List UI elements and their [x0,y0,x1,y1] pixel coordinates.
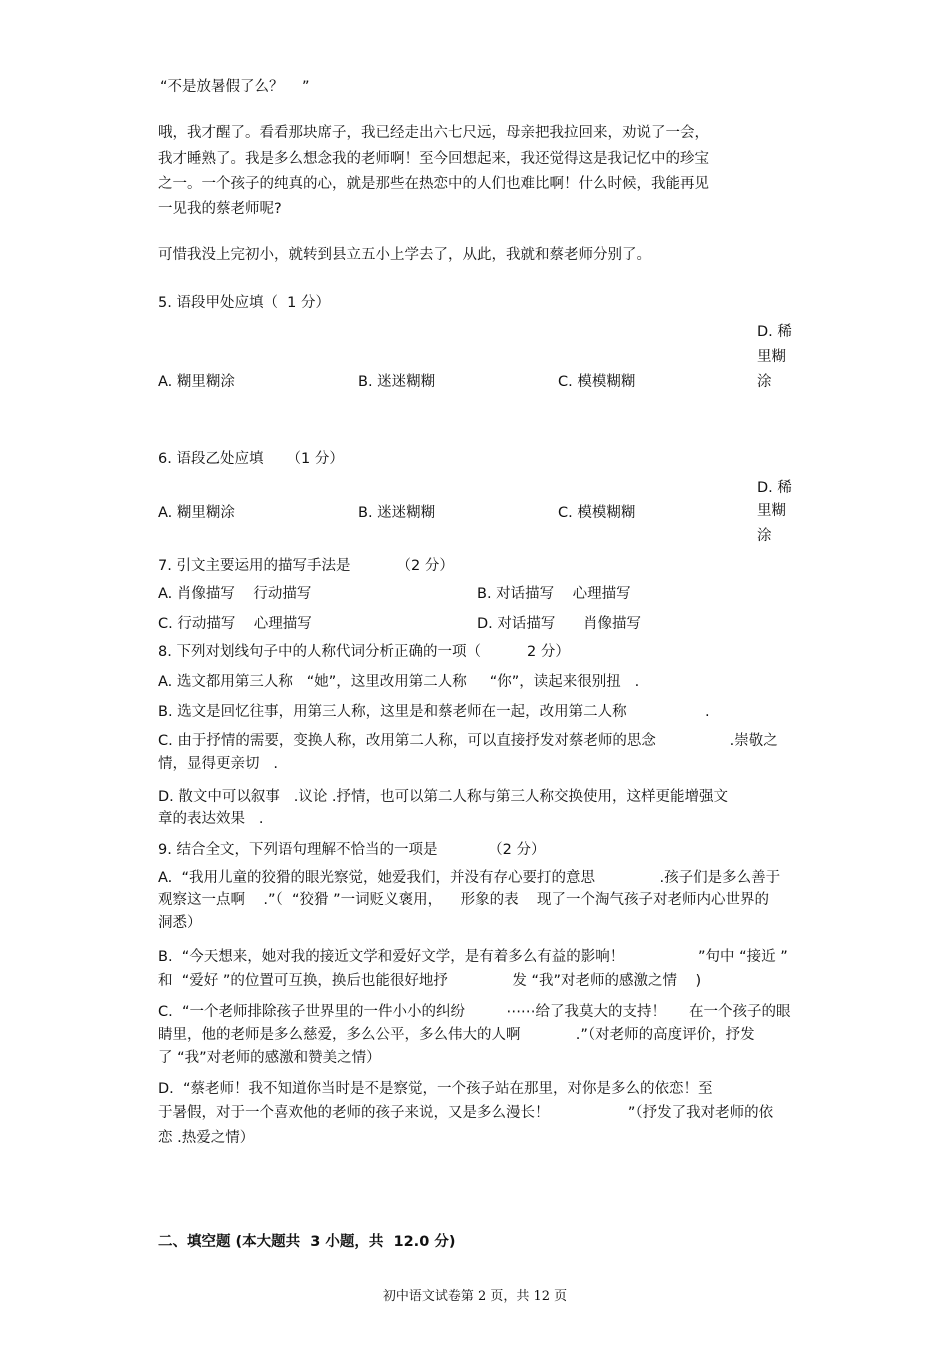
q9-option-a: 洞悉） [158,915,202,931]
question-5-stem: 5. 语段甲处应填（ 1 分） [158,295,330,311]
q8-option-b: B. 选文是回忆往事，用第三人称，这里是和蔡老师在一起，改用第二人称 . [158,704,710,720]
passage-line: 一见我的蔡老师呢? [158,201,282,217]
section-heading: 二、填空题 (本大题共 3 小题，共 12.0 分) [158,1234,456,1250]
q9-option-c: 了 “我”对老师的感激和赞美之情） [158,1050,381,1066]
passage-quote: “不是放暑假了么？ ” [160,79,310,95]
q6-option-d: 里糊 [757,503,786,519]
q6-option-d: D. 稀 [757,480,792,496]
q6-option-b: B. 迷迷糊糊 [358,505,436,521]
question-8-stem: 8. 下列对划线句子中的人称代词分析正确的一项（ 2 分） [158,644,570,660]
q5-option-b: B. 迷迷糊糊 [358,374,436,390]
q8-option-d: D. 散文中可以叙事 .议论 .抒情，也可以第二人称与第三人称交换使用，这样更能增强文 [158,789,729,805]
q9-option-c: C. “一个老师排除孩子世界里的一件小小的纠纷 ⋯⋯给了我莫大的支持！ 在一个孩子的眼 [158,1004,791,1020]
q9-option-b: B. “今天想来，她对我的接近文学和爱好文学，是有着多么有益的影响！ ”句中 “接近 ” [158,949,788,965]
passage-line: 哦，我才醒了。看看那块席子，我已经走出六七尺远，母亲把我拉回来，劝说了一会， [158,125,709,141]
q7-option-d: D. 对话描写 肖像描写 [477,616,642,632]
q8-option-a: A. 选文都用第三人称 “她”，这里改用第二人称 “你”，读起来很别扭 . [158,674,640,690]
page-footer: 初中语文试卷第 2 页，共 12 页 [382,1289,568,1304]
q8-option-c: C. 由于抒情的需要，变换人称，改用第二人称，可以直接抒发对蔡老师的思念 .崇敬之 [158,733,778,749]
q9-option-d: D. “蔡老师！我不知道你当时是不是察觉，一个孩子站在那里，对你是多么的依恋！至 [158,1081,713,1097]
q9-option-c: 睛里，他的老师是多么慈爱，多么公平，多么伟大的人啊 .”（对老师的高度评价，抒发 [158,1027,755,1043]
q9-option-a: A. “我用儿童的狡猾的眼光察觉，她爱我们，并没有存心要打的意思 .孩子们是多么善于 [158,870,781,886]
q6-option-d: 涂 [757,528,772,544]
q8-option-c: 情，显得更亲切 . [158,756,278,772]
question-9-stem: 9. 结合全文，下列语句理解不恰当的一项是 （2 分） [158,842,546,858]
passage-line: 可惜我没上完初小，就转到县立五小上学去了，从此，我就和蔡老师分别了。 [158,247,651,263]
q7-option-b: B. 对话描写 心理描写 [477,586,631,602]
q6-option-a: A. 糊里糊涂 [158,505,235,521]
q5-option-c: C. 模模糊糊 [558,374,636,390]
passage-line: 之一。一个孩子的纯真的心，就是那些在热恋中的人们也难比啊！什么时候，我能再见 [158,176,709,192]
q9-option-a: 观察这一点啊 .”（ “狡猾 ”一词贬义褒用， 形象的表 现了一个淘气孩子对老师内心世界的 [158,892,770,908]
q5-option-a: A. 糊里糊涂 [158,374,235,390]
question-6-stem: 6. 语段乙处应填 （1 分） [158,451,344,467]
q9-option-b: 和 “爱好 ”的位置可互换，换后也能很好地抒 发 “我”对老师的感激之情 ) [158,973,702,989]
q5-option-d: 里糊 [757,349,786,365]
q7-option-c: C. 行动描写 心理描写 [158,616,312,632]
q9-option-d: 恋 .热爱之情） [158,1130,255,1146]
passage-line: 我才睡熟了。我是多么想念我的老师啊！至今回想起来，我还觉得这是我记忆中的珍宝 [158,151,709,167]
q6-option-c: C. 模模糊糊 [558,505,636,521]
q9-option-d: 于暑假，对于一个喜欢他的老师的孩子来说，又是多么漫长！ ”（抒发了我对老师的依 [158,1105,774,1121]
question-7-stem: 7. 引文主要运用的描写手法是 （2 分） [158,558,454,574]
q8-option-d: 章的表达效果 . [158,811,264,827]
q7-option-a: A. 肖像描写 行动描写 [158,586,312,602]
q5-option-d: 涂 [757,374,772,390]
q5-option-d: D. 稀 [757,324,792,340]
